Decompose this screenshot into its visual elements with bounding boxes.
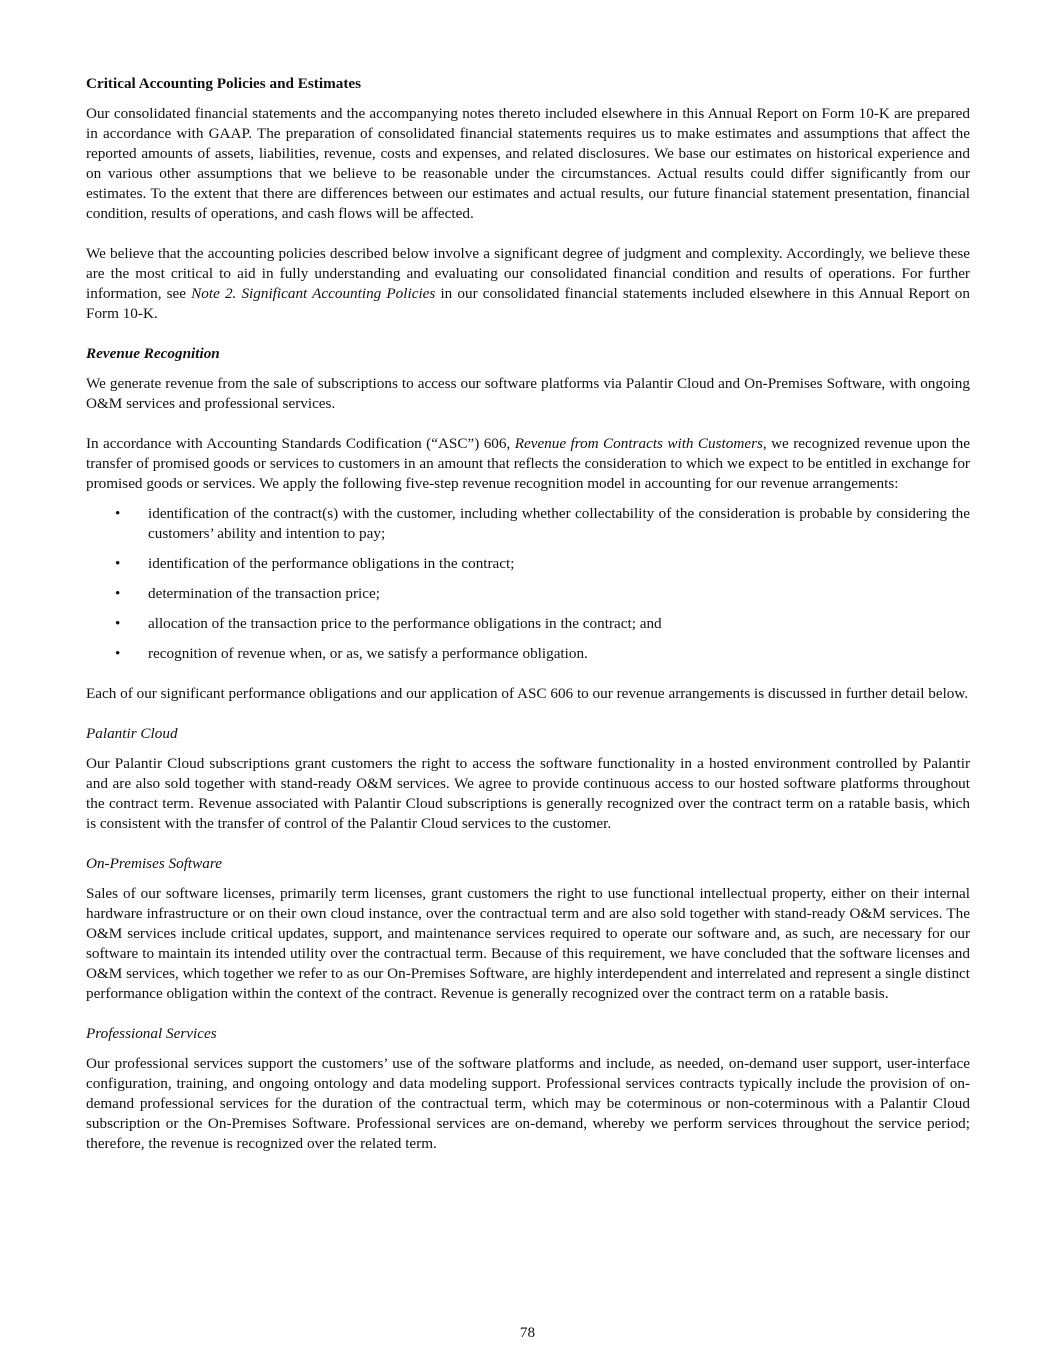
list-item — [86, 644, 970, 664]
paragraph-critical-intro: Our consolidated financial statements and the accompanying notes thereto included elsewhere in this Annual Report on Form 10-K are prepared in accordance with GAAP. The preparation of consolidated financial statements requires us to make estimates and assumptions that affect the reported amounts of assets, liabilities, revenue, costs and expenses, and related disclosures. We base our estimates on historical experience and on various other assumptions that we believe to be reasonable under the circumstances. Actual results could differ significantly from our estimates. To the extent that there are differences between our estimates and actual results, our future financial statement presentation, financial condition, results of operations, and cash flows will be affected. — [86, 105, 970, 222]
note-reference: Note 2. Significant Accounting Policies — [191, 285, 436, 302]
five-step-model-list — [86, 504, 970, 664]
bullet-icon: • — [115, 615, 121, 632]
list-item-text: determination of the transaction price; — [148, 585, 380, 602]
bullet-icon: • — [115, 505, 121, 522]
subheading-on-premises-software: On-Premises Software — [86, 855, 222, 872]
list-item — [86, 584, 970, 604]
list-item — [86, 614, 970, 634]
document-page — [86, 74, 970, 1174]
page-number: 78 — [519, 1324, 536, 1341]
list-item — [86, 554, 970, 574]
subheading-professional-services: Professional Services — [86, 1025, 217, 1042]
bullet-icon: • — [115, 645, 121, 662]
standard-title: Revenue from Contracts with Customers — [514, 435, 763, 452]
text-run: We believe that the accounting policies described below involve a significant degree of judgment and complexity. Accordingly, we believe these are the most critical to aid in fully understanding and evaluating our consolidated financial condition and results of operations. For further information, see — [86, 245, 970, 302]
paragraph-palantir-cloud: Our Palantir Cloud subscriptions grant customers the right to access the software functionality in a hosted environment controlled by Palantir and are also sold together with stand-ready O&M services. We agree to provide continuous access to our hosted software platforms throughout the contract term. Revenue associated with Palantir Cloud subscriptions is generally recognized over the contract term on a ratable basis, which is consistent with the transfer of control of the Palantir Cloud services to the customer. — [86, 755, 970, 832]
paragraph-professional-services: Our professional services support the customers’ use of the software platforms and include, as needed, on-demand user support, user-interface configuration, training, and ongoing ontology and data modeling support. Professional services contracts typically include the provision of on-demand professional services for the duration of the contractual term, which may be coterminous or non-coterminous with a Palantir Cloud subscription or the On-Premises Software. Professional services are on-demand, whereby we perform services throughout the service period; therefore, the revenue is recognized over the related term. — [86, 1055, 970, 1152]
list-item-text: identification of the contract(s) with the customer, including whether collectability of the consideration is probable by considering the customers’ ability and intention to pay; — [148, 505, 970, 542]
paragraph-critical-policies — [86, 244, 970, 324]
bullet-icon: • — [115, 585, 121, 602]
paragraph-performance-obligations: Each of our significant performance obligations and our application of ASC 606 to our revenue arrangements is discussed in further detail below. — [86, 685, 969, 702]
text-run: , we recognized revenue upon the transfer of promised goods or services to customers in an amount that reflects the consideration to which we expect to be entitled in exchange for promised goods or services. We apply the following five-step revenue recognition model in accounting for our revenue arrangements: — [86, 435, 970, 492]
bullet-icon: • — [115, 555, 121, 572]
text-run: in our consolidated financial statements included elsewhere in this Annual Report on Form 10-K. — [86, 285, 970, 322]
text-run: In accordance with Accounting Standards Codification (“ASC”) 606, — [86, 435, 515, 452]
list-item — [86, 504, 970, 544]
section-heading-critical-accounting: Critical Accounting Policies and Estimates — [86, 75, 362, 92]
list-item-text: recognition of revenue when, or as, we satisfy a performance obligation. — [148, 645, 588, 662]
list-item-text: allocation of the transaction price to the performance obligations in the contract; and — [148, 615, 662, 632]
subheading-palantir-cloud: Palantir Cloud — [86, 725, 178, 742]
subsection-heading-revenue-recognition: Revenue Recognition — [86, 345, 220, 362]
list-item-text: identification of the performance obligations in the contract; — [148, 555, 515, 572]
paragraph-on-premises-software: Sales of our software licenses, primarily term licenses, grant customers the right to use functional intellectual property, either on their internal hardware infrastructure or on their own cloud instance, over the contractual term and are also sold together with stand-ready O&M services. The O&M services include critical updates, support, and maintenance services required to operate our software and, as such, are necessary for our software to maintain its intended utility over the contractual term. Because of this requirement, we have concluded that the software licenses and O&M services, which together we refer to as our On-Premises Software, are highly interdependent and interrelated and represent a single distinct performance obligation within the context of the contract. Revenue is generally recognized over the contract term on a ratable basis. — [86, 885, 970, 1002]
paragraph-asc-606 — [86, 434, 970, 494]
paragraph-revenue-intro: We generate revenue from the sale of subscriptions to access our software platforms via Palantir Cloud and On-Premises Software, with ongoing O&M services and professional services. — [86, 375, 970, 412]
